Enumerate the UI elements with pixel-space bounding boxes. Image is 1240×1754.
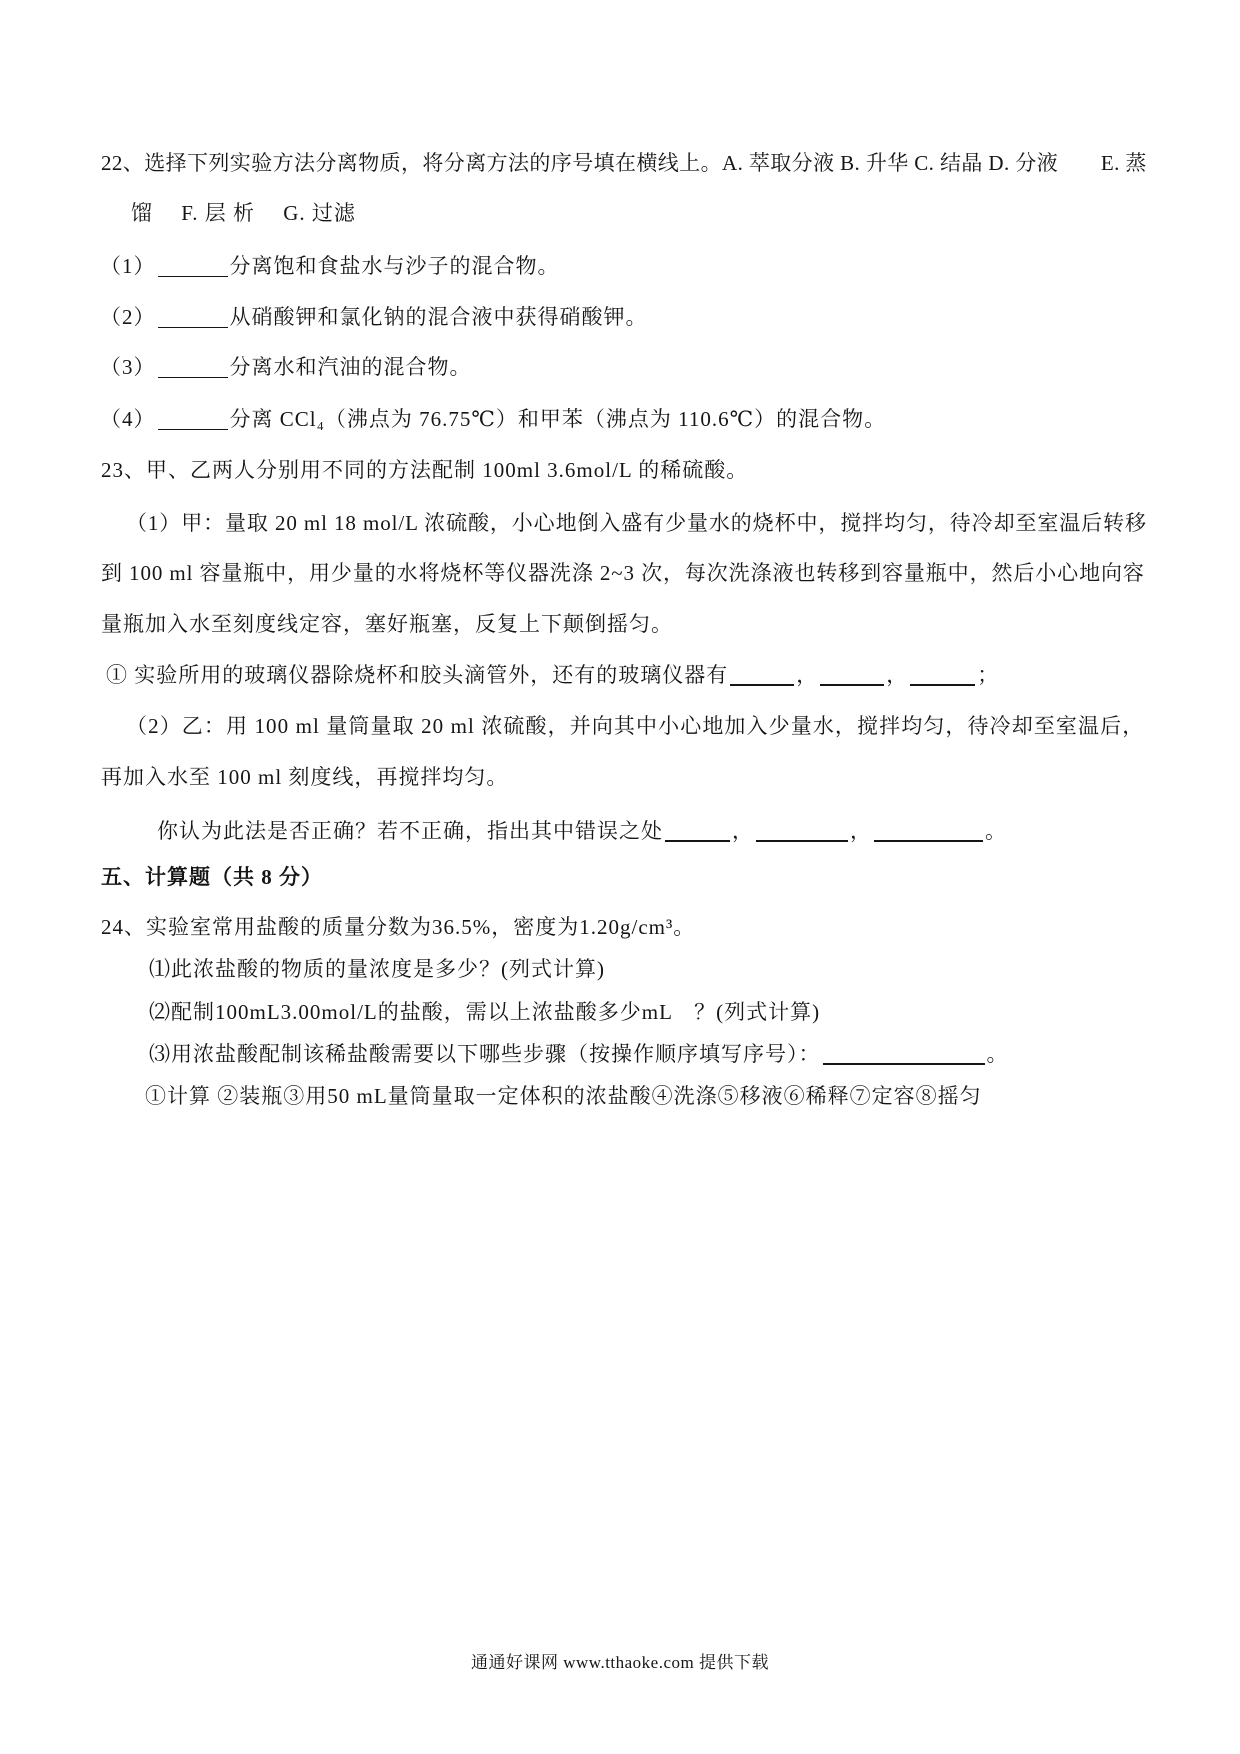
question-23-stem: 23、甲、乙两人分别用不同的方法配制 100ml 3.6mol/L 的稀硫酸。 — [101, 458, 749, 482]
subquestion-text: ⑶用浓盐酸配制该稀盐酸需要以下哪些步骤（按操作顺序填写序号）： — [149, 1042, 821, 1066]
separator: ， — [796, 663, 819, 687]
separator: ， — [886, 663, 909, 687]
question-23-part1-line-1: （1）甲：量取 20 ml 18 mol/L 浓硫酸，小心地倒入盛有少量水的烧杯中，搅拌均匀，待冷却至室温后转移 — [126, 511, 1147, 535]
separator: ， — [732, 819, 754, 843]
item-number: （4） — [100, 407, 156, 431]
item-number: （2） — [100, 305, 156, 329]
item-text: 分离水和汽油的混合物。 — [229, 355, 472, 379]
answer-blank — [730, 683, 794, 686]
separator: 。 — [986, 1042, 1009, 1066]
answer-blank — [820, 683, 884, 686]
separator: ， — [850, 819, 872, 843]
question-24-stem: 24、实验室常用盐酸的质量分数为36.5%，密度为1.20g/cm³。 — [101, 915, 696, 939]
question-23-part2-line-1: （2）乙：用 100 ml 量筒量取 20 ml 浓硫酸，并向其中小心地加入少量水，搅拌均匀，待冷却至室温后， — [126, 714, 1145, 738]
item-number: （3） — [100, 355, 156, 379]
question-24-steps: ①计算 ②装瓶③用50 mL量筒量取一定体积的浓盐酸④洗涤⑤移液⑥稀释⑦定容⑧摇匀 — [145, 1084, 982, 1108]
separator: ； — [977, 663, 1000, 687]
question-23-part1-line-2: 到 100 ml 容量瓶中，用少量的水将烧杯等仪器洗涤 2~3 次，每次洗涤液也转移到容量瓶中，然后小心地向容 — [101, 561, 1145, 585]
question-24-sub-2: ⑵配制100mL3.00mol/L的盐酸，需以上浓盐酸多少mL ？(列式计算) — [149, 1000, 821, 1024]
question-23-part2-line-2: 再加入水至 100 ml 刻度线，再搅拌均匀。 — [101, 765, 509, 789]
question-22-item-3 — [100, 352, 472, 382]
subquestion-text: ① 实验所用的玻璃仪器除烧杯和胶头滴管外，还有的玻璃仪器有 — [106, 663, 729, 687]
question-22-stem-line-1: 22、选择下列实验方法分离物质，将分离方法的序号填在横线上。A. 萃取分液 B. 升华 C. 结晶 D. 分液 E. 蒸 — [101, 151, 1147, 175]
answer-blank — [910, 683, 975, 686]
answer-blank — [756, 839, 848, 842]
question-22-item-1 — [100, 251, 560, 281]
answer-blank — [874, 839, 983, 842]
answer-blank — [665, 839, 730, 842]
answer-blank — [158, 428, 228, 430]
question-23-part1-line-3: 量瓶加入水至刻度线定容，塞好瓶塞，反复上下颠倒摇匀。 — [101, 612, 673, 636]
item-number: （1） — [100, 254, 156, 278]
question-24-sub-3 — [149, 1039, 1009, 1069]
item-text: 分离饱和食盐水与沙子的混合物。 — [229, 254, 560, 278]
question-22-stem-line-2: 馏 F. 层 析 G. 过滤 — [131, 201, 356, 225]
separator: 。 — [985, 819, 1007, 843]
answer-blank — [158, 326, 228, 328]
question-23-part1-subquestion — [106, 660, 999, 690]
page-footer: 通通好课网 www.tthaoke.com 提供下载 — [470, 1653, 770, 1672]
answer-blank — [158, 275, 228, 277]
question-24-sub-1: ⑴此浓盐酸的物质的量浓度是多少？(列式计算) — [149, 957, 605, 981]
item-text: 从硝酸钾和氯化钠的混合液中获得硝酸钾。 — [229, 305, 648, 329]
question-23-part2-subquestion — [157, 816, 1007, 846]
question-22-item-2 — [100, 302, 648, 332]
subquestion-text: 你认为此法是否正确？若不正确，指出其中错误之处 — [157, 819, 663, 843]
answer-blank — [823, 1062, 985, 1065]
answer-blank — [158, 376, 228, 378]
section-5-heading: 五、计算题（共 8 分） — [101, 865, 323, 889]
item-text: 分离 CCl₄（沸点为 76.75℃）和甲苯（沸点为 110.6℃）的混合物。 — [229, 407, 887, 431]
question-22-item-4 — [100, 404, 886, 434]
